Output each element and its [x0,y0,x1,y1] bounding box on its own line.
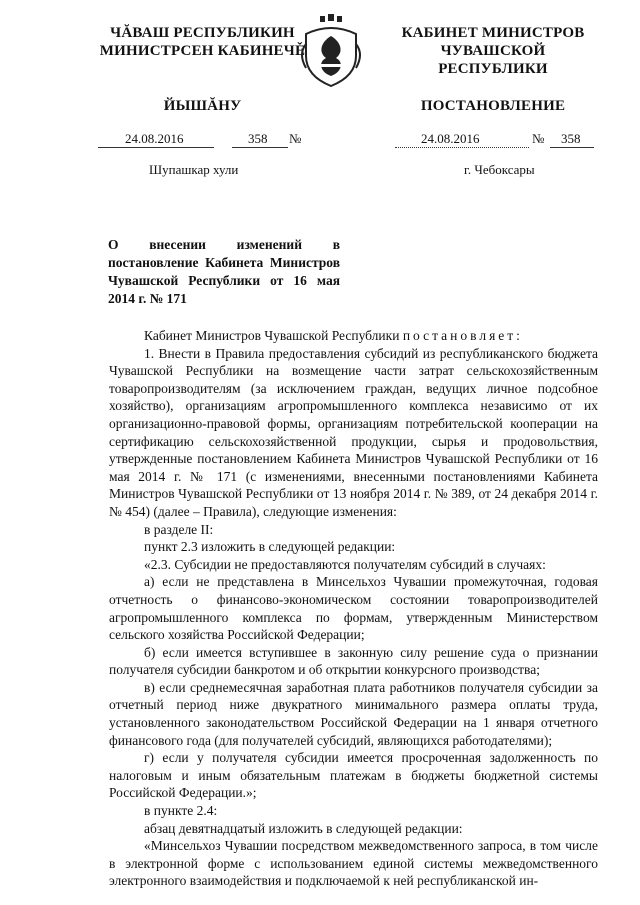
body-paragraph: а) если не представлена в Минсельхоз Чувашии промежуточная, годовая отчетность о финансово-экономическом состоянии товаропроизводителей агропромышленного комплекса по формам, утвержденным Министерством сельского хозяйства Российской Федерации; [109,574,598,643]
right-doc-type: ПОСТАНОВЛЕНИЕ [420,98,566,114]
left-number-sign: № [289,131,302,146]
left-doc-type: ЙЫШĂНУ [163,98,242,114]
body-paragraph: в пункте 2.4: [144,803,218,819]
right-number-underline [550,147,594,148]
left-org-line1: ЧĂВАШ РЕСПУБЛИКИН [110,25,295,41]
right-number-sign: № [532,131,545,146]
body-paragraph: 1. Внести в Правила предоставления субсидий из республиканского бюджета Чувашской Республики на возмещение части затрат сельскохозяйственным товаропроизводителям (за исключением граждан, ведущих личное подсобное хозяйство), организациям агропромышленного комплекса независимо от их организационно-правовой формы, организациям потребительской кооперации на сертификацию сельскохозяйственной продукции, сырья и продовольствия, утвержденные постановлением Кабинета Министров Чувашской Республики от 16 мая 2014 г. № 171 (с изменениями, внесенными постановлениями Кабинета Министров Чувашской Республики от 13 ноября 2014 г. № 389, от 24 декабря 2014 г. № 454) (далее – Правила), следующие изменения: [109,345,598,519]
right-date-underline [395,147,529,148]
body-paragraph: г) если у получателя субсидии имеется просроченная задолженность по налоговым и иным обязательным платежам в бюджеты бюджетной системы Российской Федерации.»; [109,750,598,801]
right-number: 358 [561,131,581,146]
document-title: О внесении изменений в постановление Кабинета Министров Чувашской Республики от 16 мая 2014 г. № 171 [108,237,340,306]
chuvash-emblem-icon [296,14,366,88]
left-date-underline [98,147,214,148]
left-number-underline [232,147,288,148]
right-org-line1: КАБИНЕТ МИНИСТРОВ [401,25,585,41]
left-org-line2: МИНИСТРСЕН КАБИНЕЧĚ [99,43,306,59]
body-paragraph: «Минсельхоз Чувашии посредством межведомственного запроса, в том числе в электронной форме с использованием единой системы межведомственного электронного взаимодействия и подключаемой к ней республиканской ин- [109,838,598,889]
body-paragraph: в разделе II: [144,521,214,537]
right-city: г. Чебоксары [464,162,535,177]
body-paragraph: «2.3. Субсидии не предоставляются получателям субсидий в случаях: [144,556,546,572]
body-paragraph: абзац девятнадцатый изложить в следующей редакции: [144,820,463,836]
intro-spaced-word: постановляет: [402,328,523,343]
body-paragraph: в) если среднемесячная заработная плата работников получателя субсидии за отчетный период ниже двукратного минимального размера оплаты труда, установленного законодательством Российской Федерации на 1 января отчетного финансового года (для получателей субсидий, являющихся работодателями); [109,679,598,748]
right-org-line2: ЧУВАШСКОЙ РЕСПУБЛИКИ [438,43,548,77]
intro-prefix: Кабинет Министров Чувашской Республики [144,328,400,343]
left-date: 24.08.2016 [125,131,184,146]
left-org-name [95,24,310,60]
right-org-name [388,24,598,78]
body-paragraph: пункт 2.3 изложить в следующей редакции: [144,539,396,555]
document-body [109,327,598,890]
left-number: 358 [248,131,268,146]
right-date: 24.08.2016 [421,131,480,146]
left-city: Шупашкар хули [149,162,239,177]
body-paragraph: б) если имеется вступившее в законную силу решение суда о признании получателя субсидии банкротом и об открытии конкурсного производства; [109,644,598,678]
intro-paragraph [109,327,598,345]
